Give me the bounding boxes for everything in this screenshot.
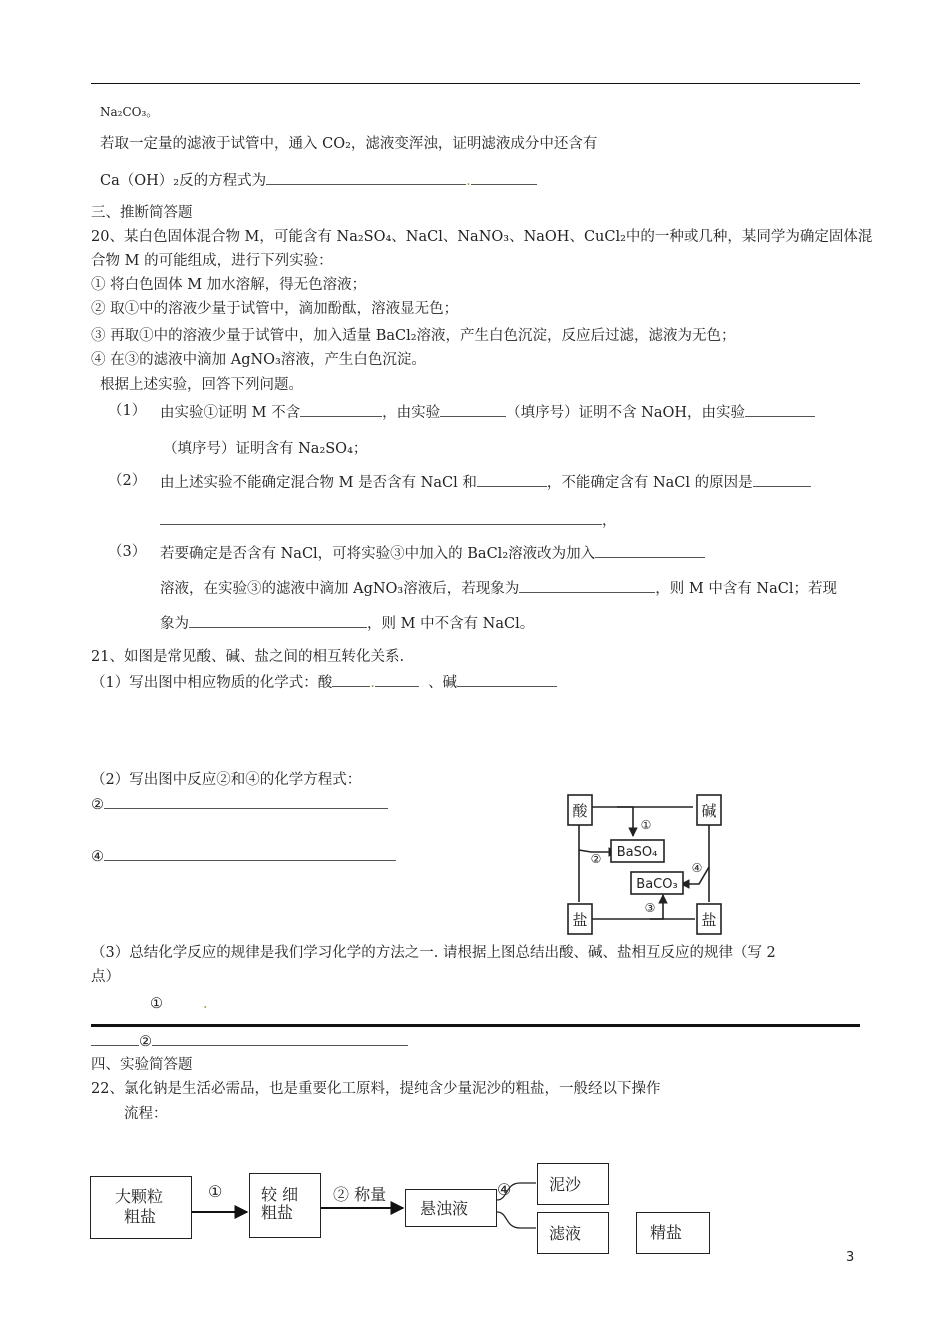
- diagram-base: 碱: [701, 802, 717, 820]
- q19-line3: Ca（OH）₂反的方程式为: [100, 173, 267, 189]
- diagram-salt-right: 盐: [701, 911, 717, 929]
- flow-box3-label: 悬浊液: [420, 1199, 469, 1218]
- q21-sub2: （2）写出图中反应②和④的化学方程式：: [91, 772, 362, 788]
- q20-intro-2: 合物 M 的可能组成，进行下列实验：: [91, 253, 333, 269]
- q21-intro: 21、如图是常见酸、碱、盐之间的相互转化关系.: [91, 649, 405, 665]
- q19-line2: 若取一定量的滤液于试管中，通入 CO₂，滤液变浑浊，证明滤液成分中还含有: [100, 136, 598, 152]
- q20-sub3-number: （3）: [108, 544, 147, 560]
- q21-sub1-b: 、碱: [428, 675, 458, 691]
- q20-step-3: ③ 再取①中的溶液少量于试管中，加入适量 BaCl₂溶液，产生白色沉淀，反应后过滤，滤液为无色；: [91, 328, 736, 344]
- q20-sub2-number: （2）: [108, 473, 147, 489]
- q20-step-4: ④ 在③的滤液中滴加 AgNO₃溶液，产生白色沉淀。: [91, 352, 426, 368]
- q20-sub1-c: （填序号）证明不含 NaOH，由实验: [506, 405, 746, 421]
- q20-sub3-a: 若要确定是否含有 NaCl，可将实验③中加入的 BaCl₂溶液改为加入: [160, 546, 596, 562]
- q20-sub3-c: ，则 M 中含有 NaCl；若现: [655, 581, 837, 597]
- diagram-baco3: BaCO₃: [636, 877, 678, 892]
- diagram-baso4: BaSO₄: [616, 845, 658, 860]
- green-dot: .: [203, 996, 208, 1012]
- q20-sub2-a: 由上述实验不能确定混合物 M 是否含有 NaCl 和: [160, 475, 477, 491]
- flow-box-sand-label: 泥沙: [549, 1175, 582, 1194]
- diagram-num-2: ②: [590, 852, 602, 866]
- flow-box2-line1: 较 细: [261, 1185, 299, 1204]
- q20-prompt: 根据上述实验，回答下列问题。: [100, 377, 303, 393]
- q19-line1: Na₂CO₃。: [100, 105, 159, 119]
- flow-step-2: ② 称量: [333, 1185, 387, 1204]
- q21-sub3-line2: 点）: [91, 969, 120, 985]
- q21-eq2-label: ②: [91, 797, 104, 813]
- q21-sub1-a: （1）写出图中相应物质的化学式：酸: [91, 675, 333, 691]
- diagram-num-4: ④: [691, 861, 703, 875]
- q20-sub2-end: ，: [602, 513, 617, 529]
- diagram-salt-left: 盐: [572, 911, 588, 929]
- q22-intro-1: 22、氯化钠是生活必需品，也是重要化工原料，提纯含少量泥沙的粗盐，一般经以下操作: [91, 1081, 661, 1097]
- q20-sub1-d: （填序号）证明含有 Na₂SO₄；: [163, 441, 368, 457]
- q21-eq4-label: ④: [91, 849, 104, 865]
- flow-box-refined-salt-label: 精盐: [650, 1223, 683, 1242]
- q22-intro-2: 流程：: [124, 1106, 168, 1122]
- diagram-num-1: ①: [640, 818, 652, 832]
- flow-step-4: ④: [497, 1180, 512, 1199]
- q20-step-1: ① 将白色固体 M 加水溶解，得无色溶液；: [91, 277, 367, 293]
- flow-box1-line2: 粗盐: [124, 1207, 157, 1226]
- page-number: 3: [846, 1250, 855, 1265]
- section4-heading: 四、实验简答题: [91, 1057, 193, 1073]
- q20-step-2: ② 取①中的溶液少量于试管中，滴加酚酞，溶液显无色；: [91, 301, 459, 317]
- flow-box2-line2: 粗盐: [261, 1203, 294, 1222]
- flow-step-1: ①: [208, 1182, 223, 1201]
- diagram-num-3: ③: [644, 901, 656, 915]
- q20-sub1-b: ，由实验: [382, 405, 441, 421]
- green-dot: .: [370, 675, 375, 691]
- green-dot: .: [466, 173, 471, 189]
- q20-sub3-d: 象为: [160, 616, 189, 632]
- q20-sub3-b: 溶液，在实验③的滤液中滴加 AgNO₃溶液后，若现象为: [160, 581, 520, 597]
- diagram-acid: 酸: [572, 802, 588, 820]
- q20-sub3-e: ，则 M 中不含有 NaCl。: [367, 616, 535, 632]
- q20-sub1-number: （1）: [108, 403, 147, 419]
- flow-box-filtrate-label: 滤液: [549, 1224, 582, 1243]
- q21-rule1-label: ①: [150, 996, 163, 1012]
- q20-intro-1: 20、某白色固体混合物 M，可能含有 Na₂SO₄、NaCl、NaNO₃、NaOH、CuCl₂中的一种或几种，某同学为确定固体混: [91, 229, 873, 245]
- q21-rule2-label: ②: [139, 1034, 152, 1050]
- flow-box1-line1: 大颗粒: [115, 1187, 164, 1206]
- section3-heading: 三、推断简答题: [91, 205, 193, 221]
- q20-sub2-b: ，不能确定含有 NaCl 的原因是: [546, 475, 753, 491]
- q20-sub1-a: 由实验①证明 M 不含: [160, 405, 301, 421]
- q21-sub3-line1: （3）总结化学反应的规律是我们学习化学的方法之一. 请根据上图总结出酸、碱、盐相互反应的规律（写 2: [91, 945, 776, 961]
